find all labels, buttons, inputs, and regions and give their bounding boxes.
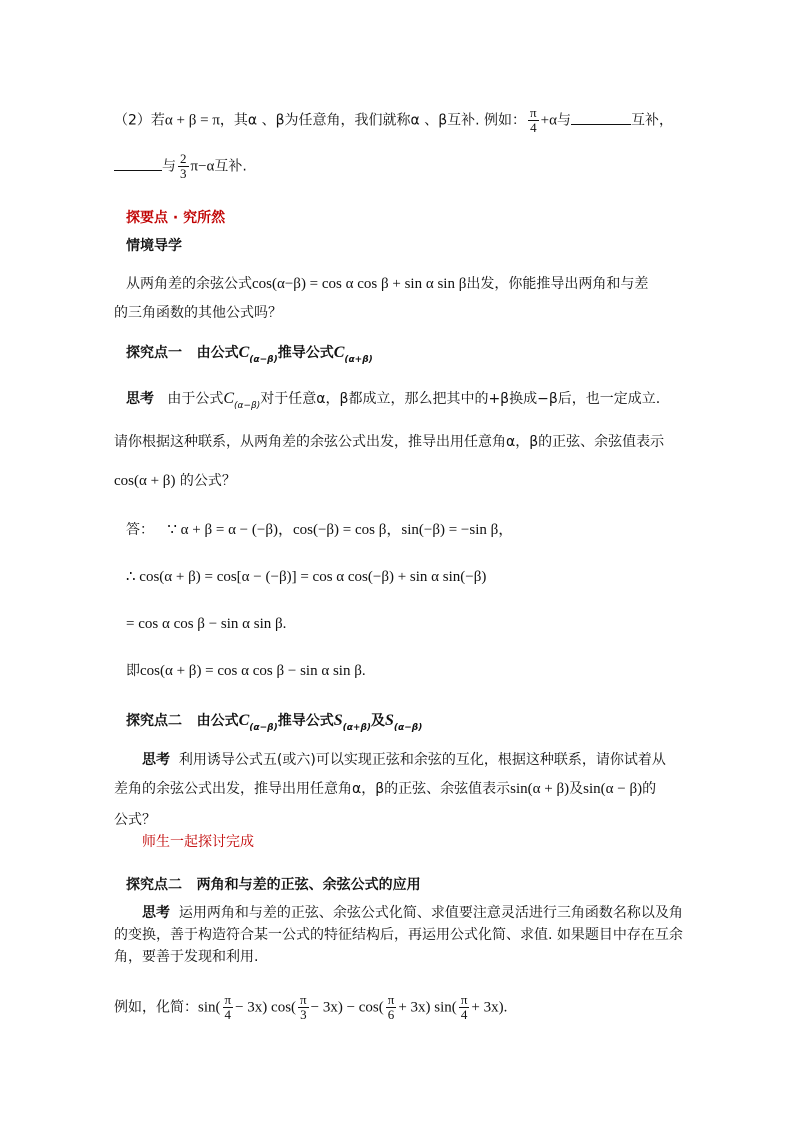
- point2-label: 探究点二: [126, 713, 182, 729]
- complement-text-2: 互补.: [214, 158, 247, 175]
- think1-label: 思考: [126, 391, 154, 407]
- think3-label: 思考: [142, 905, 170, 921]
- think1-line2: 请你根据这种联系，从两角差的余弦公式出发，推导出用任意角α，β的正弦、余弦值表示: [114, 434, 665, 450]
- answer-line1: 答： ∵ α + β = α − (−β)，cos(−β) = cos β，sin(−β) = −sin β，: [126, 522, 514, 538]
- example-line: 例如，化简：sin( $\frac{\pi}{4}$ − 3x) cos( $\frac{\pi}{3}$ − 3x) − cos( $\frac{\pi}{6}$ + 3x) sin( $\frac{\pi}{4}$ + 3x).: [114, 992, 508, 1022]
- point1-heading: 探究点一 由公式$C_{(\alpha-\beta)}$推导公式$C_{(\alpha+\beta)}$: [126, 344, 373, 365]
- fraction-pi-over-6: $\frac{\pi}{6}$: [387, 992, 395, 1022]
- intro-line1: 从两角差的余弦公式cos(α−β) = cos α cos β + sin α sin β出发，你能推导出两角和与差: [126, 276, 649, 292]
- heading-explore: 探要点 · 究所然: [126, 210, 226, 226]
- intro-line2: 的三角函数的其他公式吗？: [114, 305, 282, 321]
- think1-line3: cos(α + β) 的公式？: [114, 473, 236, 489]
- together-note: 师生一起探讨完成: [142, 834, 254, 850]
- answer-line4: 即cos(α + β) = cos α cos β − sin α sin β.: [126, 663, 366, 679]
- item2-equation: α + β = π: [164, 112, 220, 129]
- think3-line2: 的变换，善于构造符合某一公式的特征结构后，再运用公式化简、求值. 如果题目中存在互余: [114, 927, 683, 943]
- cos-diff-formula: cos(α−β) = cos α cos β + sin α sin β: [252, 276, 467, 292]
- think3-line3: 角，要善于发现和利用.: [114, 949, 259, 965]
- fraction-pi-over-4: $\frac{\pi}{4}$: [460, 992, 468, 1022]
- heading-guide: 情境导学: [126, 238, 182, 254]
- item2-line2: 与 $\frac{2}{3}$ π−α互补.: [114, 152, 247, 181]
- pi-minus-alpha: π−α: [190, 158, 215, 175]
- think2-line1: 思考 利用诱导公式五(或六)可以实现正弦和余弦的互化，根据这种联系，请你试着从: [142, 752, 666, 768]
- fraction-2-over-3: $\frac{2}{3}$: [180, 151, 187, 181]
- item2-mid-text: ，其α 、β为任意角，我们就称α 、β互补. 例如：: [219, 112, 527, 129]
- answer-label: 答：: [126, 522, 154, 538]
- think2-line2: 差角的余弦公式出发，推导出用任意角α，β的正弦、余弦值表示sin(α + β)及sin(α − β)的: [114, 781, 657, 797]
- item2-line1: （2）若α + β = π，其α 、β为任意角，我们就称α 、β互补. 例如： $\frac{\pi}{4}$ +α与 互补，: [114, 105, 673, 135]
- example-label: 例如，化简：: [114, 999, 198, 1016]
- think3-line1: 思考 运用两角和与差的正弦、余弦公式化简、求值要注意灵活进行三角函数名称以及角: [142, 905, 683, 921]
- answer-line2: ∴ cos(α + β) = cos[α − (−β)] = cos α cos(−β) + sin α sin(−β): [126, 569, 487, 585]
- point2-heading: 探究点二 由公式$C_{(\alpha-\beta)}$推导公式$S_{(\alpha+\beta)}$及$S_{(\alpha-\beta)}$: [126, 712, 423, 733]
- answer-line3: = cos α cos β − sin α sin β.: [126, 616, 287, 632]
- think2-label: 思考: [142, 752, 170, 768]
- fraction-pi-over-3: $\frac{\pi}{3}$: [300, 992, 307, 1022]
- think2-line3: 公式？: [114, 812, 156, 828]
- plus-alpha: +α: [540, 112, 557, 129]
- item2-prefix: （2）若: [114, 112, 165, 129]
- fraction-pi-over-4: $\frac{\pi}{4}$: [530, 105, 537, 135]
- complement-text-1: 互补，: [630, 112, 673, 129]
- fill-blank-1[interactable]: [571, 110, 631, 125]
- point3-heading: 探究点二 两角和与差的正弦、余弦公式的应用: [126, 877, 421, 893]
- point1-label: 探究点一: [126, 345, 182, 361]
- point3-label: 探究点二: [126, 877, 182, 893]
- fraction-pi-over-4: $\frac{\pi}{4}$: [224, 992, 232, 1022]
- think1-line1: 思考 由于公式$C_{(\alpha-\beta)}$对于任意α，β都成立，那么把其中的+β换成−β后，也一定成立.: [126, 390, 661, 411]
- fill-blank-2[interactable]: [114, 156, 162, 171]
